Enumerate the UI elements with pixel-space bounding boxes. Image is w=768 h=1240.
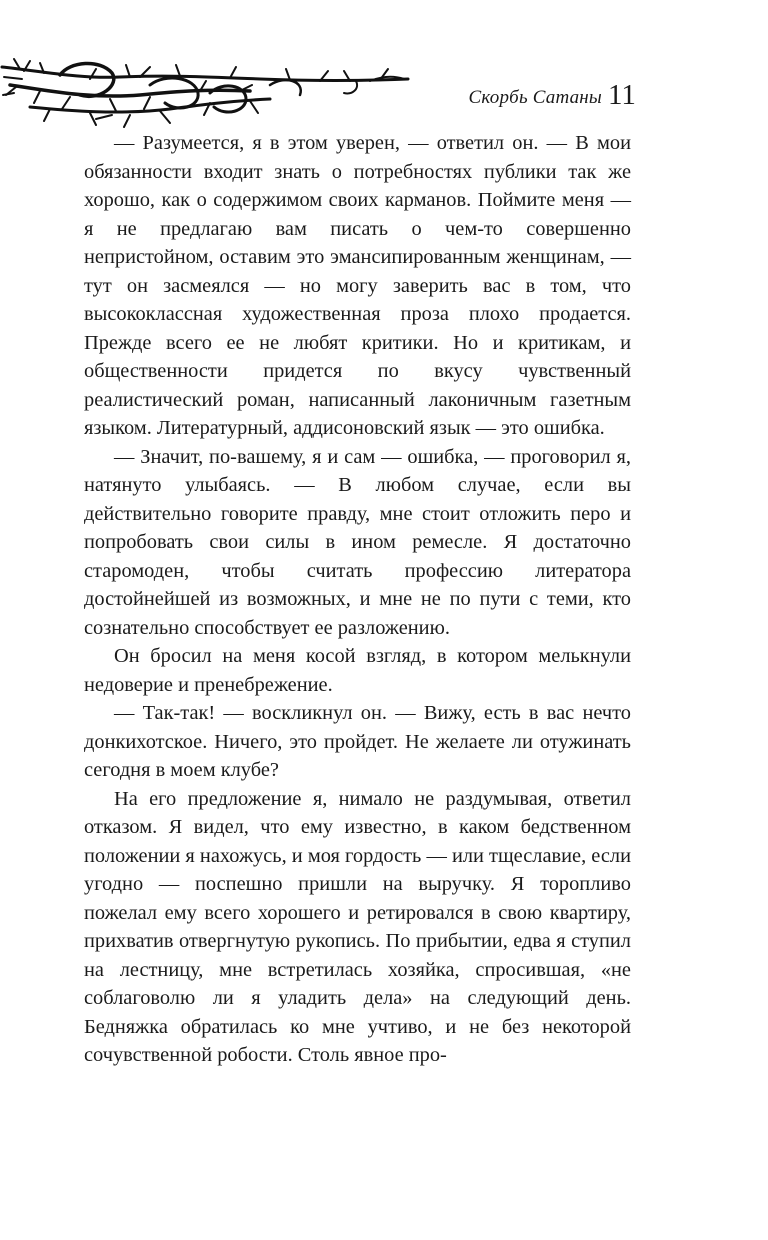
paragraph: Он бросил на меня косой взгляд, в котором мелькнули недоверие и пренебрежение. [84,645,631,696]
page-header [0,55,768,130]
thorny-branch-icon [0,55,410,130]
paragraph: На его предложение я, нимало не раздумывая, ответил отказом. Я видел, что ему известно, в каком бедственном положении я нахожусь, и моя гордость — или тщеславие, если угодно — поспешно пришли на выручку. Я торопливо пожелал ему всего хорошего и ретировался в свою квартиру, прихватив отвергнутую рукопись. По прибытии, едва я ступил на лестницу, мне встретилась хозяйка, спросившая, «не соблаговолю ли я уладить дела» на следующий день. Бедняжка обратилась ко мне учтиво, и не без некоторой сочувственной робости. Столь явное про- [84,787,631,1066]
running-title: Скорбь Сатаны [468,87,602,108]
paragraph: — Так-так! — воскликнул он. — Вижу, есть в вас нечто донкихотское. Ничего, это пройдет. Не желаете ли отужинать сегодня в моем клубе? [84,702,631,781]
paragraph: — Разумеется, я в этом уверен, — ответил он. — В мои обязанности входит знать о потребностях публики так же хорошо, как о содержимом своих карманов. Поймите меня — я не предлагаю вам писать о чем-то совершенно непристойном, оставим это эмансипированным женщинам, — тут он засмеялся — но могу заверить вас в том, что высококлассная художественная проза плохо продается. Прежде всего ее не любят критики. Но и критикам, и общественности придется по вкусу чувственный реалистический роман, написанный лаконичным газетным языком. Литературный, аддисоновский язык — это ошибка. [84,132,631,439]
page-number: 11 [608,79,636,111]
body-text [84,129,631,1070]
paragraph: — Значит, по-вашему, я и сам — ошибка, — проговорил я, натянуто улыбаясь. — В любом случае, если вы действительно говорите правду, мне стоит отложить перо и попробовать свои силы в ином ремесле. Я достаточно старомоден, чтобы считать профессию литератора достойнейшей из возможных, и мне не по пути с теми, кто сознательно способствует ее разложению. [84,445,631,639]
